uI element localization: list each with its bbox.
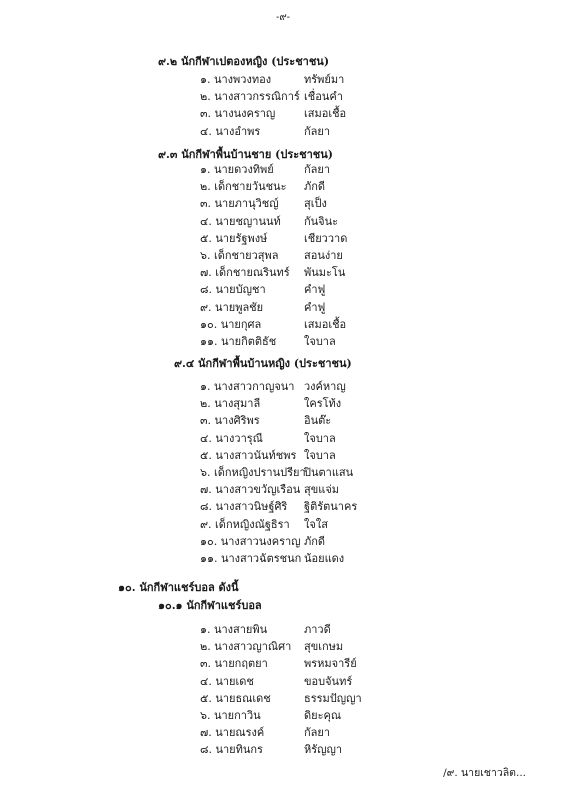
member-name: ๔. นายชญานนท์ (200, 214, 281, 228)
member-surname: อินต๊ะ (304, 414, 332, 428)
list-item (200, 532, 325, 549)
section-heading: ๑๐.๑ นักกีฬาแชร์บอล (158, 599, 262, 612)
member-name: ๖. นายกาวิน (200, 709, 261, 722)
member-surname: ใจใส (304, 517, 328, 531)
member-name: ๘. นางสาวนิษฐ์ศิริ (200, 500, 288, 514)
list-item (200, 672, 352, 689)
member-name: ๔. นางอำพร (200, 124, 261, 138)
member-name: ๓. นางศิริพร (200, 414, 260, 428)
member-name: ๑๑. นายกิตติธัช (200, 335, 277, 348)
member-surname: ปินตาแสน (304, 466, 354, 479)
list-item (200, 654, 357, 671)
list-item (200, 620, 331, 637)
member-surname: ธรรมปัญญา (304, 691, 362, 705)
member-surname: น้อยแดง (304, 552, 345, 565)
list-item (200, 377, 346, 394)
list-item (200, 332, 336, 349)
list-item (200, 87, 343, 104)
continuation-note: /๙. นายเชาวลิต... (443, 767, 526, 779)
member-name: ๑๑. นางสาวฉัตรชนก (200, 552, 302, 565)
member-surname: ใจบาล (304, 335, 336, 348)
member-surname: คำฟู (304, 300, 326, 314)
member-name: ๗. นายณรงค์ (200, 726, 265, 740)
member-surname: ภักดี (304, 534, 326, 548)
member-surname: ภาวดี (304, 623, 331, 636)
member-surname: เสมอเชื้อ (304, 317, 347, 331)
member-surname: ฐิติรัตนาคร (304, 500, 358, 514)
member-surname: เชียววาด (304, 231, 348, 245)
list-item (200, 194, 327, 211)
section-heading: ๙.๔ นักกีฬาพื้นบ้านหญิง (ประชาชน) (174, 357, 352, 370)
member-surname: ใครโท้ง (304, 397, 342, 411)
page-number: -๙- (275, 12, 291, 23)
member-name: ๑. นางสาวกาญจนา (200, 380, 295, 393)
member-name: ๑. นางสายพิน (200, 623, 268, 636)
list-item (200, 637, 343, 654)
member-name: ๒. นางสาวกรรณิการ์ (200, 90, 300, 104)
list-item (200, 122, 330, 139)
list-item (200, 706, 341, 723)
list-item (200, 429, 336, 446)
section-heading: ๑๐. นักกีฬาแชร์บอล ดังนี้ (118, 581, 239, 594)
list-item (200, 463, 353, 480)
member-surname: ใจบาล (304, 431, 336, 445)
member-surname: พันมะโน (304, 266, 346, 280)
list-item (200, 446, 336, 463)
member-name: ๒. นางสาวญาณิศา (200, 640, 292, 654)
list-item (200, 515, 328, 532)
list-item (200, 229, 347, 246)
member-surname: สุขแจ่ม (304, 483, 340, 497)
member-surname: ดิยะคุณ (304, 709, 342, 722)
section-heading: ๙.๓ นักกีฬาพื้นบ้านชาย (ประชาชน) (158, 148, 333, 161)
member-name: ๓. นางนงคราญ (200, 107, 276, 121)
member-name: ๖. เด็กหญิงปรานปรียา (200, 466, 306, 479)
member-surname: ขอบจันทร์ (304, 674, 353, 688)
list-item (200, 246, 343, 263)
list-item (200, 263, 345, 280)
member-surname: ใจบาล (304, 448, 336, 462)
member-name: ๗. นางสาวขวัญเรือน (200, 483, 301, 497)
member-name: ๒. นางสุมาลี (200, 397, 261, 411)
member-name: ๘. นายบัญชา (200, 283, 266, 297)
member-surname: กัลยา (304, 124, 331, 138)
member-name: ๘. นายทินกร (200, 743, 263, 757)
member-surname: สุขเกษม (304, 640, 344, 654)
member-name: ๑. นายดวงทิพย์ (200, 163, 274, 176)
member-name: ๑๐. นางสาวนงคราญ (200, 534, 301, 548)
member-name: ๔. นางวารุณี (200, 431, 263, 445)
member-surname: กัลยา (304, 163, 331, 176)
list-item (200, 549, 344, 566)
member-surname: ภักดี (304, 180, 326, 194)
list-item (200, 740, 342, 757)
member-surname: หิรัญญา (304, 743, 343, 757)
member-surname: กันจินะ (304, 214, 339, 228)
list-item (200, 723, 330, 740)
list-item (200, 70, 344, 87)
member-surname: วงค์หาญ (304, 380, 346, 393)
member-name: ๙. เด็กหญิงณัฐธิรา (200, 517, 290, 531)
member-surname: ทรัพย์มา (304, 73, 345, 86)
member-name: ๙. นายพูลชัย (200, 300, 264, 314)
member-surname: เชื่อนคำ (304, 90, 343, 104)
list-item (200, 394, 341, 411)
member-surname: สอนง่าย (304, 249, 343, 262)
member-surname: เสมอเชื้อ (304, 107, 347, 121)
list-item (200, 160, 330, 177)
list-item (200, 104, 346, 121)
member-name: ๑๐. นายกุศล (200, 317, 262, 331)
list-item (200, 497, 357, 514)
list-item (200, 298, 325, 315)
member-name: ๒. เด็กชายวันชนะ (200, 180, 287, 194)
member-name: ๗. เด็กชายณรินทร์ (200, 266, 290, 280)
member-name: ๕. นางสาวนันท์ชพร (200, 448, 297, 462)
member-name: ๕. นายธณเดช (200, 691, 271, 705)
member-name: ๕. นายรัฐพงษ์ (200, 231, 268, 245)
member-name: ๖. เด็กชายวสุพล (200, 249, 279, 262)
member-name: ๓. นายกฤตยา (200, 657, 268, 671)
member-surname: สุเป็ง (304, 197, 327, 211)
member-surname: กัลยา (304, 726, 331, 740)
list-item (200, 689, 362, 706)
list-item (200, 315, 346, 332)
list-item (200, 411, 331, 428)
member-name: ๔. นายเดช (200, 674, 254, 688)
member-name: ๓. นายภานุวิชญ์ (200, 197, 279, 211)
section-heading: ๙.๒ นักกีฬาเปตองหญิง (ประชาชน) (158, 55, 330, 68)
list-item (200, 280, 325, 297)
member-surname: พรหมจารีย์ (304, 657, 357, 671)
member-surname: คำฟู (304, 283, 326, 297)
list-item (200, 480, 339, 497)
list-item (200, 177, 325, 194)
member-name: ๑. นางพวงทอง (200, 73, 272, 86)
list-item (200, 212, 338, 229)
